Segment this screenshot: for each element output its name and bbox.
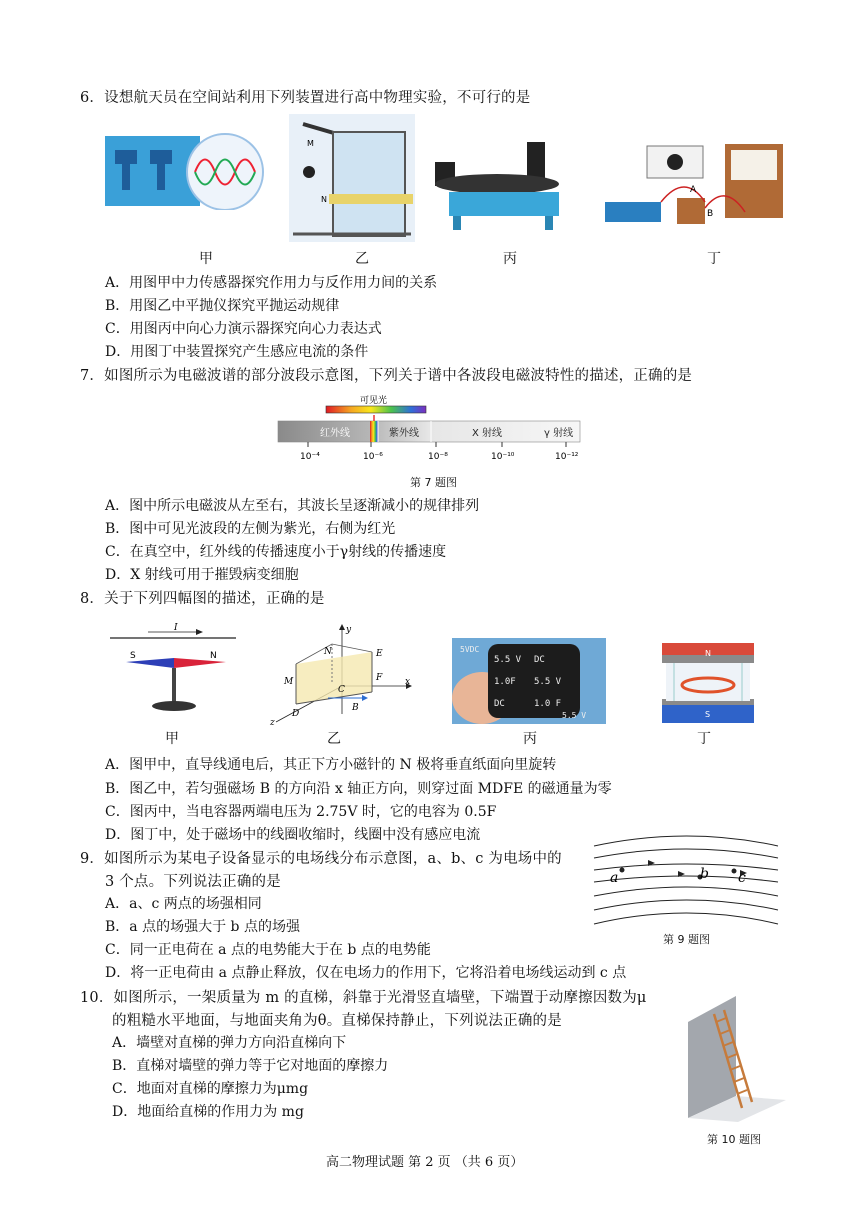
q9-option-c: C．同一正电荷在 a 点的电势能大于在 b 点的电势能 <box>105 942 431 958</box>
q7-visible-label: 可见光 <box>360 396 388 406</box>
q6-option-c: C．用图丙中向心力演示器探究向心力表达式 <box>105 321 382 337</box>
q9-caption: 第 9 题图 <box>663 933 710 946</box>
q8-label-jia: 甲 <box>165 731 179 747</box>
q6-figure-yi <box>289 114 415 242</box>
q10-stem-line1: 10．如图所示，一架质量为 m 的直梯，斜靠于光滑竖直墙壁，下端置于动摩擦因数为μ <box>80 990 647 1006</box>
q7-band-infrared: 红外线 <box>320 428 350 439</box>
q8-label-yi: 乙 <box>327 731 341 747</box>
q6-figure-ding <box>595 142 783 234</box>
q7-band-gamma: γ 射线 <box>544 428 574 439</box>
q6-fig2-label-m: M <box>307 139 314 148</box>
q6-fig4-label-a: A <box>690 185 697 195</box>
q7-stem: 7．如图所示为电磁波谱的部分波段示意图，下列关于谱中各波段电磁波特性的描述，正确的是 <box>80 368 693 384</box>
q6-option-d: D．用图丁中装置探究产生感应电流的条件 <box>105 344 369 360</box>
q9-stem-line1: 9．如图所示为某电子设备显示的电场线分布示意图，a、b、c 为电场中的 <box>80 851 562 867</box>
q10-caption: 第 10 题图 <box>707 1133 761 1146</box>
q8-fig3-text-1: 5.5 V <box>494 655 522 665</box>
page-footer: 高二物理试题 第 2 页 （共 6 页） <box>326 1155 524 1170</box>
q7-band-ultraviolet: 紫外线 <box>389 428 419 439</box>
q8-fig3-text-4: 5.5 V <box>534 677 562 687</box>
q8-option-c: C．图丙中，当电容器两端电压为 2.75V 时，它的电容为 0.5F <box>105 804 497 820</box>
q6-fig4-label-b: B <box>707 209 714 219</box>
q10-option-c: C．地面对直梯的摩擦力为μmg <box>112 1081 309 1097</box>
q6-figure-jia <box>105 132 267 210</box>
q7-option-c: C．在真空中，红外线的传播速度小于γ射线的传播速度 <box>105 544 447 560</box>
q8-fig2-field-b: B <box>352 703 359 713</box>
q8-figure-yi <box>268 622 418 726</box>
q7-spectrum-figure <box>276 393 588 465</box>
q6-label-jia: 甲 <box>199 251 213 267</box>
q10-option-d: D．地面给直梯的作用力为 mg <box>112 1104 304 1120</box>
q10-option-b: B．直梯对墙壁的弹力等于它对地面的摩擦力 <box>112 1058 389 1074</box>
q8-fig2-point-n: N <box>324 647 332 657</box>
q8-fig2-point-c: C <box>338 685 345 695</box>
q8-fig4-s-label: S <box>705 710 711 719</box>
q6-option-b: B．用图乙中平抛仪探究平抛运动规律 <box>105 298 340 314</box>
q8-label-bing: 丙 <box>523 731 537 747</box>
q8-fig2-point-e: E <box>376 649 383 659</box>
q8-figure-bing <box>452 638 606 724</box>
q10-option-a: A．墙壁对直梯的弹力方向沿直梯向下 <box>112 1035 347 1051</box>
q9-point-a: a <box>610 870 619 886</box>
q8-fig1-n-label: N <box>210 651 217 661</box>
q9-option-b: B．a 点的场强大于 b 点的场强 <box>105 919 300 935</box>
q7-tick-3: 10⁻⁸ <box>428 452 448 462</box>
q8-figure-ding <box>660 641 756 725</box>
q7-tick-1: 10⁻⁴ <box>300 452 320 462</box>
q7-caption: 第 7 题图 <box>410 476 457 489</box>
q8-fig4-n-label: N <box>705 649 711 658</box>
q8-stem: 8．关于下列四幅图的描述，正确的是 <box>80 591 325 607</box>
q9-option-a: A．a、c 两点的场强相同 <box>105 896 262 912</box>
q8-fig2-point-d: D <box>292 709 300 719</box>
q8-fig2-point-f: F <box>376 673 383 683</box>
q6-option-a: A．用图甲中力传感器探究作用力与反作用力间的关系 <box>105 275 438 291</box>
q6-figure-bing <box>427 132 571 232</box>
q9-point-c: c <box>738 870 746 886</box>
q9-field-lines-figure <box>592 832 782 928</box>
q7-option-a: A．图中所示电磁波从左至右，其波长呈逐渐减小的规律排列 <box>105 498 480 514</box>
q9-point-b: b <box>700 866 709 882</box>
q9-stem-line2: 3 个点。下列说法正确的是 <box>105 874 281 890</box>
q8-figure-jia <box>108 622 240 714</box>
q8-fig2-axis-z: z <box>270 718 275 726</box>
q10-ladder-figure <box>680 994 788 1122</box>
q7-band-xray: X 射线 <box>472 428 503 439</box>
q7-tick-5: 10⁻¹² <box>555 452 579 462</box>
q6-label-ding: 丁 <box>707 251 721 267</box>
q8-fig2-axis-y: y <box>346 625 352 635</box>
q7-tick-2: 10⁻⁶ <box>363 452 383 462</box>
q6-label-bing: 丙 <box>503 251 517 267</box>
q8-option-d: D．图丁中，处于磁场中的线圈收缩时，线圈中没有感应电流 <box>105 827 481 843</box>
q8-fig2-axis-x: x <box>405 677 411 687</box>
q8-option-a: A．图甲中，直导线通电后，其正下方小磁针的 N 极将垂直纸面向里旋转 <box>105 757 557 773</box>
q8-label-ding: 丁 <box>697 731 711 747</box>
q8-fig3-text-6: 1.0 F <box>534 699 562 709</box>
q10-stem-line2: 的粗糙水平地面，与地面夹角为θ。直梯保持静止，下列说法正确的是 <box>112 1013 562 1029</box>
q8-fig1-current: I <box>174 623 178 633</box>
q8-fig3-text-7: 5VDC <box>460 645 480 654</box>
q8-fig2-point-m: M <box>284 677 294 687</box>
q6-label-yi: 乙 <box>355 251 369 267</box>
q6-fig2-label-n: N <box>321 195 327 204</box>
q8-fig1-s-label: S <box>130 651 136 661</box>
q8-fig3-text-8: 5.5 V <box>562 711 587 720</box>
q8-fig3-text-5: DC <box>494 699 505 709</box>
q6-stem: 6．设想航天员在空间站利用下列装置进行高中物理实验，不可行的是 <box>80 90 531 106</box>
q9-option-d: D．将一正电荷由 a 点静止释放，仅在电场力的作用下，它将沿着电场线运动到 c 点 <box>105 965 627 981</box>
q8-fig3-text-3: 1.0F <box>494 677 516 687</box>
q7-option-b: B．图中可见光波段的左侧为紫光，右侧为红光 <box>105 521 396 537</box>
q8-option-b: B．图乙中，若匀强磁场 B 的方向沿 x 轴正方向，则穿过面 MDFE 的磁通量为零 <box>105 781 612 797</box>
q8-fig3-text-2: DC <box>534 655 545 665</box>
q7-option-d: D．X 射线可用于摧毁病变细胞 <box>105 567 299 583</box>
q7-tick-4: 10⁻¹⁰ <box>491 452 515 462</box>
